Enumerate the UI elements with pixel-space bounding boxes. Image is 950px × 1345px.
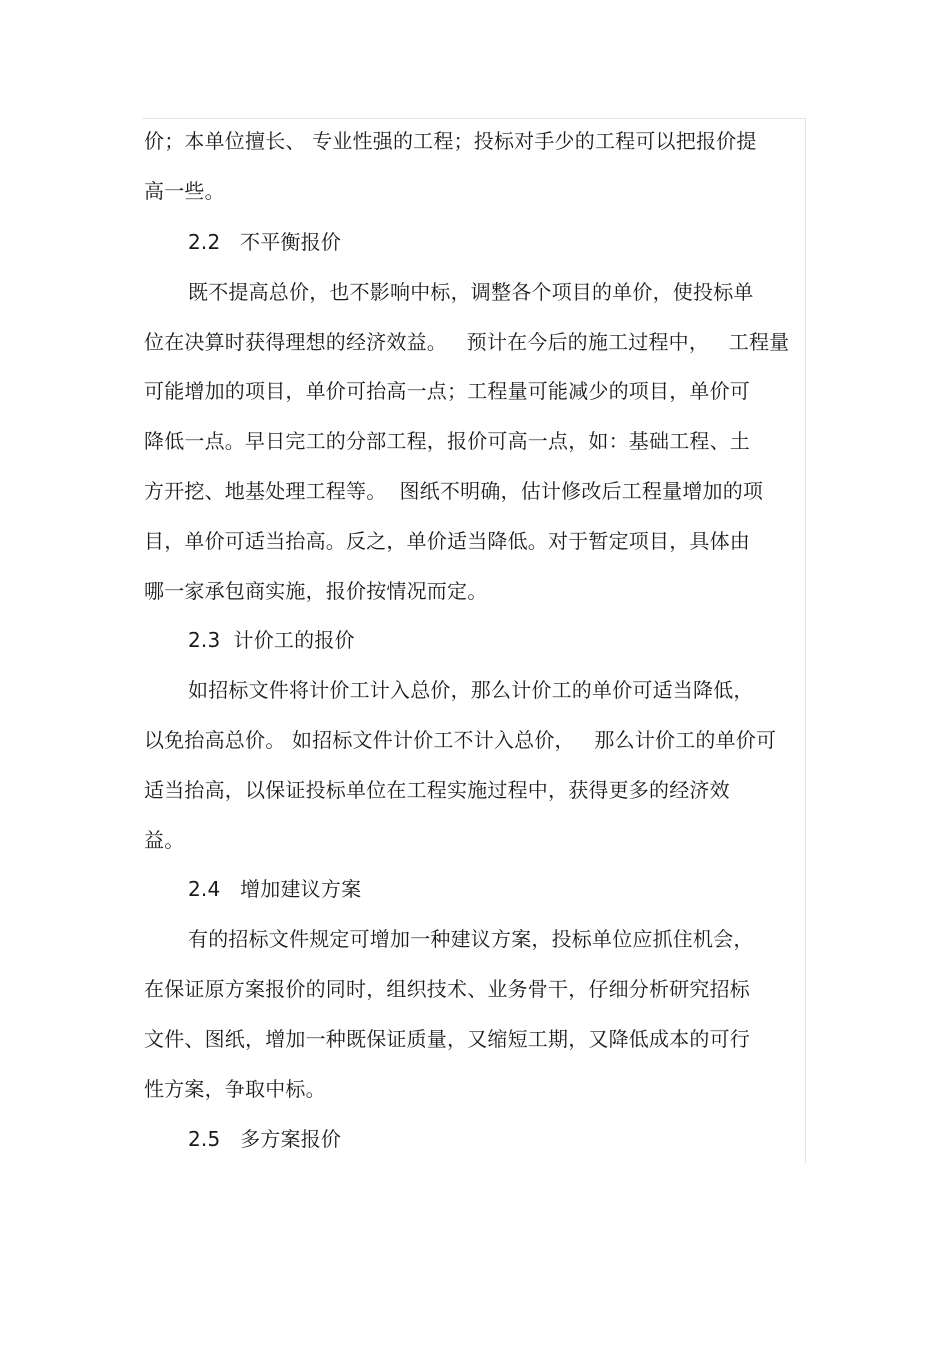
text-line-15: 益。 [144,828,185,852]
section-heading-2-4: 2.4 增加建议方案 [188,877,362,901]
text-line-19: 文件、图纸，增加一种既保证质量，又缩短工期，又降低成本的可行 [144,1027,750,1051]
section-heading-2-5: 2.5 多方案报价 [188,1127,342,1151]
text-line-20: 性方案，争取中标。 [144,1077,326,1101]
text-line-2: 高一些。 [144,179,225,203]
text-line-1: 价；本单位擅长、 专业性强的工程；投标对手少的工程可以把报价提 [144,129,757,153]
text-line-13: 以免抬高总价。 如招标文件计价工不计入总价， 那么计价工的单价可 [144,728,777,752]
text-line-17: 有的招标文件规定可增加一种建议方案，投标单位应抓住机会， [188,927,754,951]
text-line-10: 哪一家承包商实施，报价按情况而定。 [144,579,488,603]
text-line-4: 既不提高总价，也不影响中标，调整各个项目的单价，使投标单 [188,280,754,304]
text-line-14: 适当抬高，以保证投标单位在工程实施过程中，获得更多的经济效 [144,778,730,802]
text-line-12: 如招标文件将计价工计入总价，那么计价工的单价可适当降低， [188,678,754,702]
text-line-5: 位在决算时获得理想的经济效益。 预计在今后的施工过程中， 工程量 [144,330,790,354]
text-line-8: 方开挖、地基处理工程等。 图纸不明确，估计修改后工程量增加的项 [144,479,764,503]
text-line-7: 降低一点。早日完工的分部工程，报价可高一点，如：基础工程、土 [144,429,750,453]
text-line-9: 目，单价可适当抬高。反之，单价适当降低。对于暂定项目，具体由 [144,529,750,553]
text-line-18: 在保证原方案报价的同时，组织技术、业务骨干，仔细分析研究招标 [144,977,750,1001]
text-line-6: 可能增加的项目，单价可抬高一点；工程量可能减少的项目，单价可 [144,379,750,403]
section-heading-2-2: 2.2 不平衡报价 [188,230,342,254]
section-heading-2-3: 2.3 计价工的报价 [188,628,355,652]
